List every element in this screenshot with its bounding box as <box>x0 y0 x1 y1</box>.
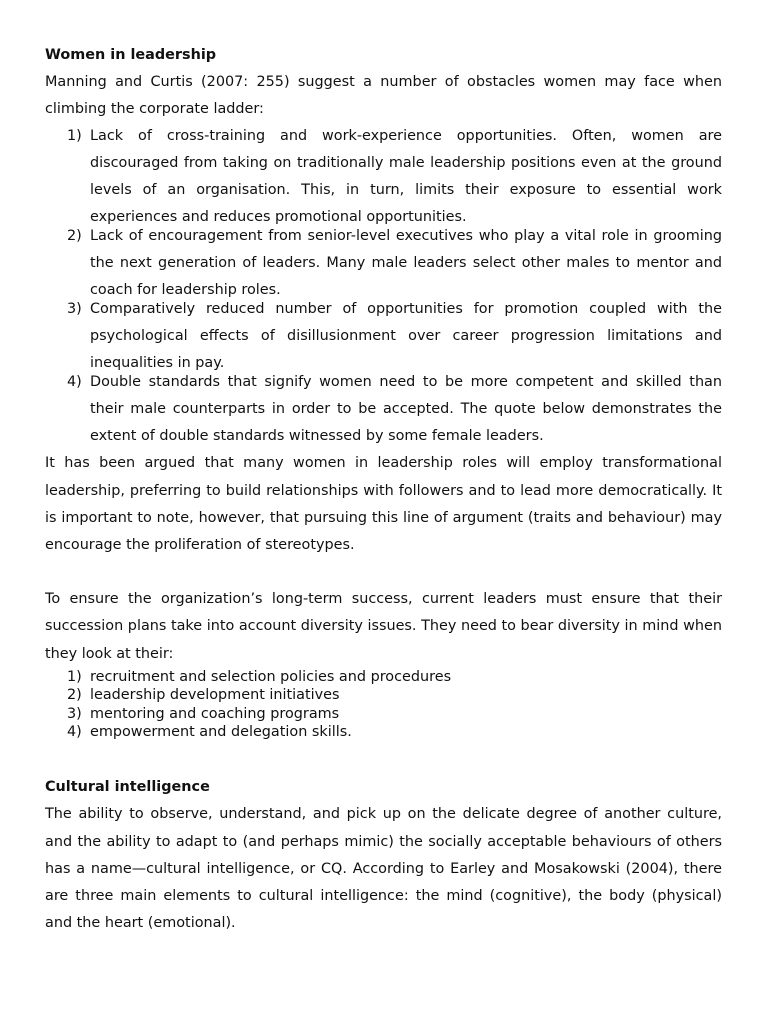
document-page <box>45 42 722 937</box>
list-item <box>45 723 722 741</box>
list-number: 1) <box>67 128 82 145</box>
considerations-list <box>45 668 722 742</box>
list-number: 2) <box>67 228 82 245</box>
list-item <box>45 123 722 231</box>
list-item-text: Double standards that signify women need to be more competent and skilled than their male counterparts in order to be accepted. The quote below demonstrates the extent of double standards witnessed by some female leaders. <box>90 374 722 445</box>
obstacles-list <box>45 123 722 450</box>
list-item-text: mentoring and coaching programs <box>90 705 340 722</box>
list-item-text: empowerment and delegation skills. <box>90 724 352 741</box>
paragraph-spacer <box>45 559 722 586</box>
list-item <box>45 296 722 377</box>
list-item-text: Lack of cross-training and work-experience opportunities. Often, women are discouraged from taking on traditionally male leadership positions even at the ground levels of an organisation. This, in turn, limits their exposure to essential work experiences and reduces promotional opportunities. <box>90 128 722 226</box>
argument-paragraph: It has been argued that many women in leadership roles will employ transformational leadership, preferring to build relationships with followers and to lead more democratically. It is important to note, however, that pursuing this line of argument (traits and behaviour) may encourage the proliferation of stereotypes. <box>45 455 722 554</box>
list-item-text: leadership development initiatives <box>90 687 340 704</box>
list-item <box>45 223 722 304</box>
cultural-intelligence-paragraph: The ability to observe, understand, and pick up on the delicate degree of another culture, and the ability to adapt to (and perhaps mimic) the socially acceptable behaviours of others has a name—cultural intelligence, or CQ. According to Earley and Mosakowski (2004), there are three main elements to cultural intelligence: the mind (cognitive), the body (physical) and the heart (emotional). <box>45 806 722 932</box>
list-item <box>45 369 722 450</box>
list-item-text: Comparatively reduced number of opportunities for promotion coupled with the psychological effects of disillusionment over career progression limitations and inequalities in pay. <box>90 301 722 372</box>
list-number: 4) <box>67 374 82 391</box>
list-item <box>45 686 722 704</box>
section-spacer <box>45 741 722 774</box>
succession-paragraph: To ensure the organization’s long-term success, current leaders must ensure that their succession plans take into account diversity issues. They need to bear diversity in mind when they look at their: <box>45 591 722 662</box>
list-number: 1) <box>67 668 82 685</box>
list-number: 3) <box>67 301 82 318</box>
list-item <box>45 668 722 686</box>
list-number: 2) <box>67 687 82 704</box>
list-number: 4) <box>67 724 82 741</box>
list-item <box>45 705 722 723</box>
section-heading-women-in-leadership: Women in leadership <box>45 47 217 63</box>
section-heading-cultural-intelligence: Cultural intelligence <box>45 779 210 796</box>
list-number: 3) <box>67 705 82 722</box>
list-item-text: Lack of encouragement from senior-level executives who play a vital role in grooming the next generation of leaders. Many male leaders select other males to mentor and coach for leadership roles. <box>90 228 722 299</box>
intro-paragraph: Manning and Curtis (2007: 255) suggest a number of obstacles women may face when climbing the corporate ladder: <box>45 74 722 118</box>
list-item-text: recruitment and selection policies and procedures <box>90 668 452 685</box>
